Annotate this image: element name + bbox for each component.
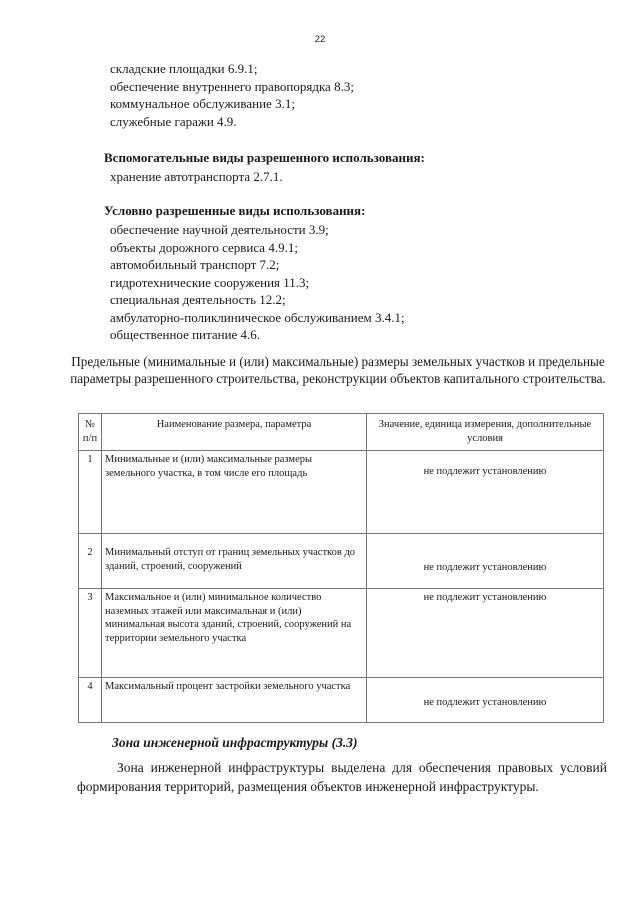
list-item: обеспечение внутреннего правопорядка 8.3; [110, 78, 354, 94]
auxiliary-uses-list [110, 168, 283, 186]
table-title: Предельные (минимальные и (или) максимальные) размеры земельных участков и предельные параметры разрешенного строительства, реконструкции объектов капитального строительства. [70, 354, 606, 386]
row-name: Максимальное и (или) минимальное количество наземных этажей или максимальная и (или) минимальная высота зданий, строений, сооружений на территории земельного участка [102, 589, 367, 678]
row-num: 4 [79, 678, 102, 723]
list-item: гидротехнические сооружения 11.3; [110, 274, 310, 290]
list-item: складские площадки 6.9.1; [110, 61, 258, 76]
row-name: Минимальные и (или) максимальные размеры земельного участка, в том числе его площадь [102, 451, 367, 534]
row-num: 3 [79, 589, 102, 678]
auxiliary-uses-heading: Вспомогательные виды разрешенного использования: [104, 150, 425, 165]
row-num: 1 [79, 451, 102, 534]
row-value: не подлежит установлению [423, 466, 547, 477]
list-item: служебные гаражи 4.9. [110, 113, 237, 129]
list-item: амбулаторно-поликлиническое обслуживанием 3.4.1; [110, 309, 405, 325]
row-value: не подлежит установлению [423, 562, 547, 573]
header-num: № п/п [79, 414, 102, 451]
page-number: 22 [314, 34, 326, 45]
row-name: Максимальный процент застройки земельного участка [102, 678, 367, 723]
list-item: обеспечение научной деятельности 3.9; [110, 222, 329, 237]
list-item: специальная деятельность 12.2; [110, 292, 286, 307]
zone-description: Зона инженерной инфраструктуры выделена для обеспечения правовых условий формирования территорий, размещения объектов инженерной инфраструктуры. [77, 760, 607, 794]
table-row [79, 451, 604, 534]
table-row [79, 534, 604, 589]
table-row [79, 678, 604, 723]
parameters-table [78, 413, 604, 723]
list-item: общественное питание 4.6. [110, 327, 261, 342]
row-value-cell [367, 451, 604, 534]
row-value: не подлежит установлению [423, 697, 547, 708]
conditional-uses-list [110, 221, 405, 344]
list-item: хранение автотранспорта 2.7.1. [110, 169, 283, 184]
list-item: автомобильный транспорт 7.2; [110, 257, 280, 272]
list-item: коммунальное обслуживание 3.1; [110, 96, 295, 111]
row-value-cell [367, 534, 604, 589]
header-value: Значение, единица измерения, дополнительные условия [367, 414, 604, 451]
table-header-row [79, 414, 604, 451]
row-name: Минимальный отступ от границ земельных участков до зданий, строений, сооружений [102, 534, 367, 589]
conditional-uses-heading: Условно разрешенные виды использования: [104, 203, 366, 218]
row-value-cell [367, 678, 604, 723]
zone-heading: Зона инженерной инфраструктуры (3.3) [112, 735, 358, 750]
row-num: 2 [79, 534, 102, 589]
row-value: не подлежит установлению [423, 592, 547, 603]
list-item: объекты дорожного сервиса 4.9.1; [110, 239, 298, 255]
permitted-uses-list [110, 60, 354, 130]
header-name: Наименование размера, параметра [102, 414, 367, 451]
table-row [79, 589, 604, 678]
row-value-cell [367, 589, 604, 678]
